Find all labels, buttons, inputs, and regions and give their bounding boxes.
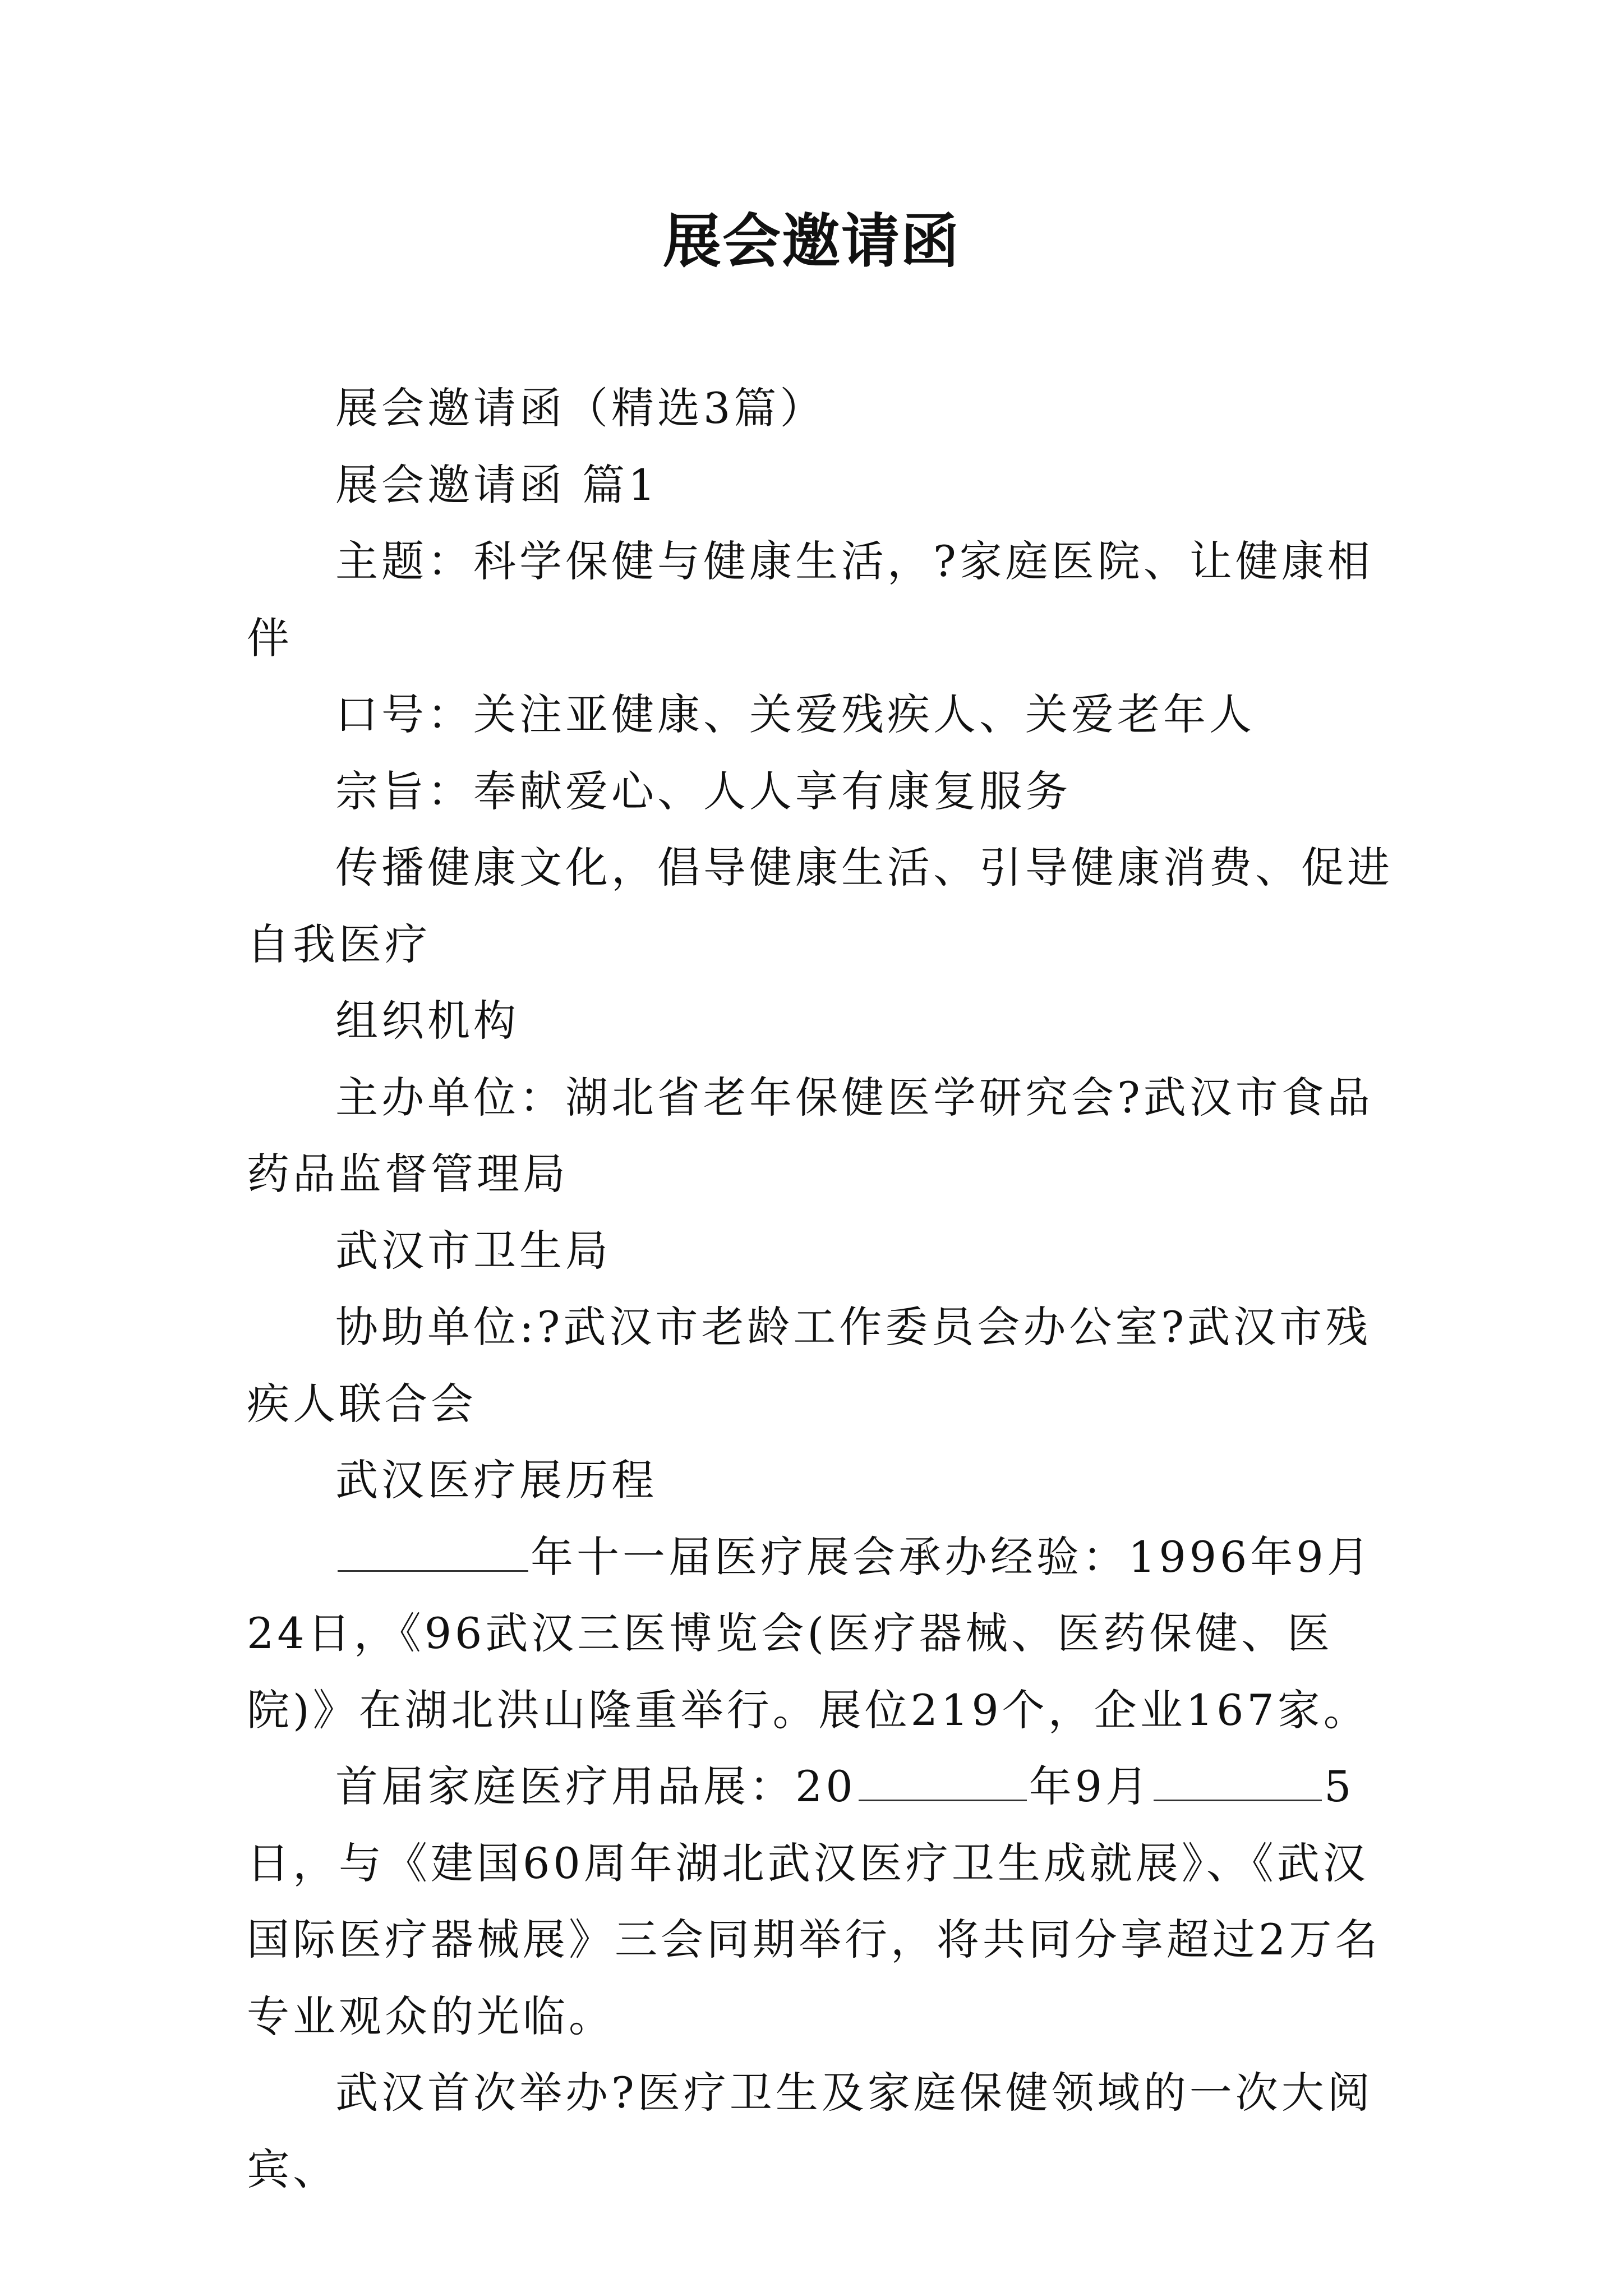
first-exhibition-part3: 5日，与《建国60周年湖北武汉医疗卫生成就展》、《武汉国际医疗器械展》三会同期举行，将共同分享超过2万名专业观众的光临。 — [247, 1761, 1381, 2041]
paragraph-health-bureau: 武汉市卫生局 — [335, 1225, 611, 1276]
paragraph-slogan: 口号：关注亚健康、关爱残疾人、关爱老年人 — [335, 689, 1255, 739]
first-exhibition-part2: 年9月 — [1029, 1761, 1152, 1811]
document-title: 展会邀请函 — [662, 206, 960, 275]
paragraph-assisting-units: 协助单位:?武汉市老龄工作委员会办公室?武汉市残疾人联合会 — [247, 1302, 1372, 1429]
paragraph-purpose: 宗旨：奉献爱心、人人享有康复服务 — [335, 766, 1071, 816]
blank-underline — [1154, 1764, 1322, 1801]
history-experience-text: 年十一届医疗展会承办经验：1996年9月24日，《96武汉三医博览会(医疗器械、医药保健、医院)》在湖北洪山隆重举行。展位219个，企业167家。 — [247, 1531, 1373, 1735]
document-body — [247, 370, 1396, 2208]
paragraph-first-hosting: 武汉首次举办?医疗卫生及家庭保健领域的一次大阅宾、 — [247, 2068, 1373, 2194]
paragraph-host-units: 主办单位：湖北省老年保健医学研究会?武汉市食品药品监督管理局 — [247, 1072, 1373, 1199]
paragraph-organization-heading: 组织机构 — [335, 996, 519, 1046]
paragraph-history-heading: 武汉医疗展历程 — [335, 1455, 657, 1505]
paragraph-collection-title: 展会邀请函（精选3篇） — [335, 383, 826, 433]
paragraph-article-heading: 展会邀请函 篇1 — [335, 459, 659, 510]
paragraph-theme: 主题：科学保健与健康生活，?家庭医院、让健康相伴 — [247, 536, 1373, 663]
paragraph-first-exhibition — [247, 1749, 1396, 2055]
paragraph-health-culture: 传播健康文化，倡导健康生活、引导健康消费、促进自我医疗 — [247, 843, 1393, 969]
paragraph-history-experience — [247, 1519, 1396, 1749]
first-exhibition-part1: 首届家庭医疗用品展：20 — [335, 1761, 856, 1811]
blank-underline — [338, 1534, 528, 1572]
blank-underline — [859, 1764, 1027, 1801]
